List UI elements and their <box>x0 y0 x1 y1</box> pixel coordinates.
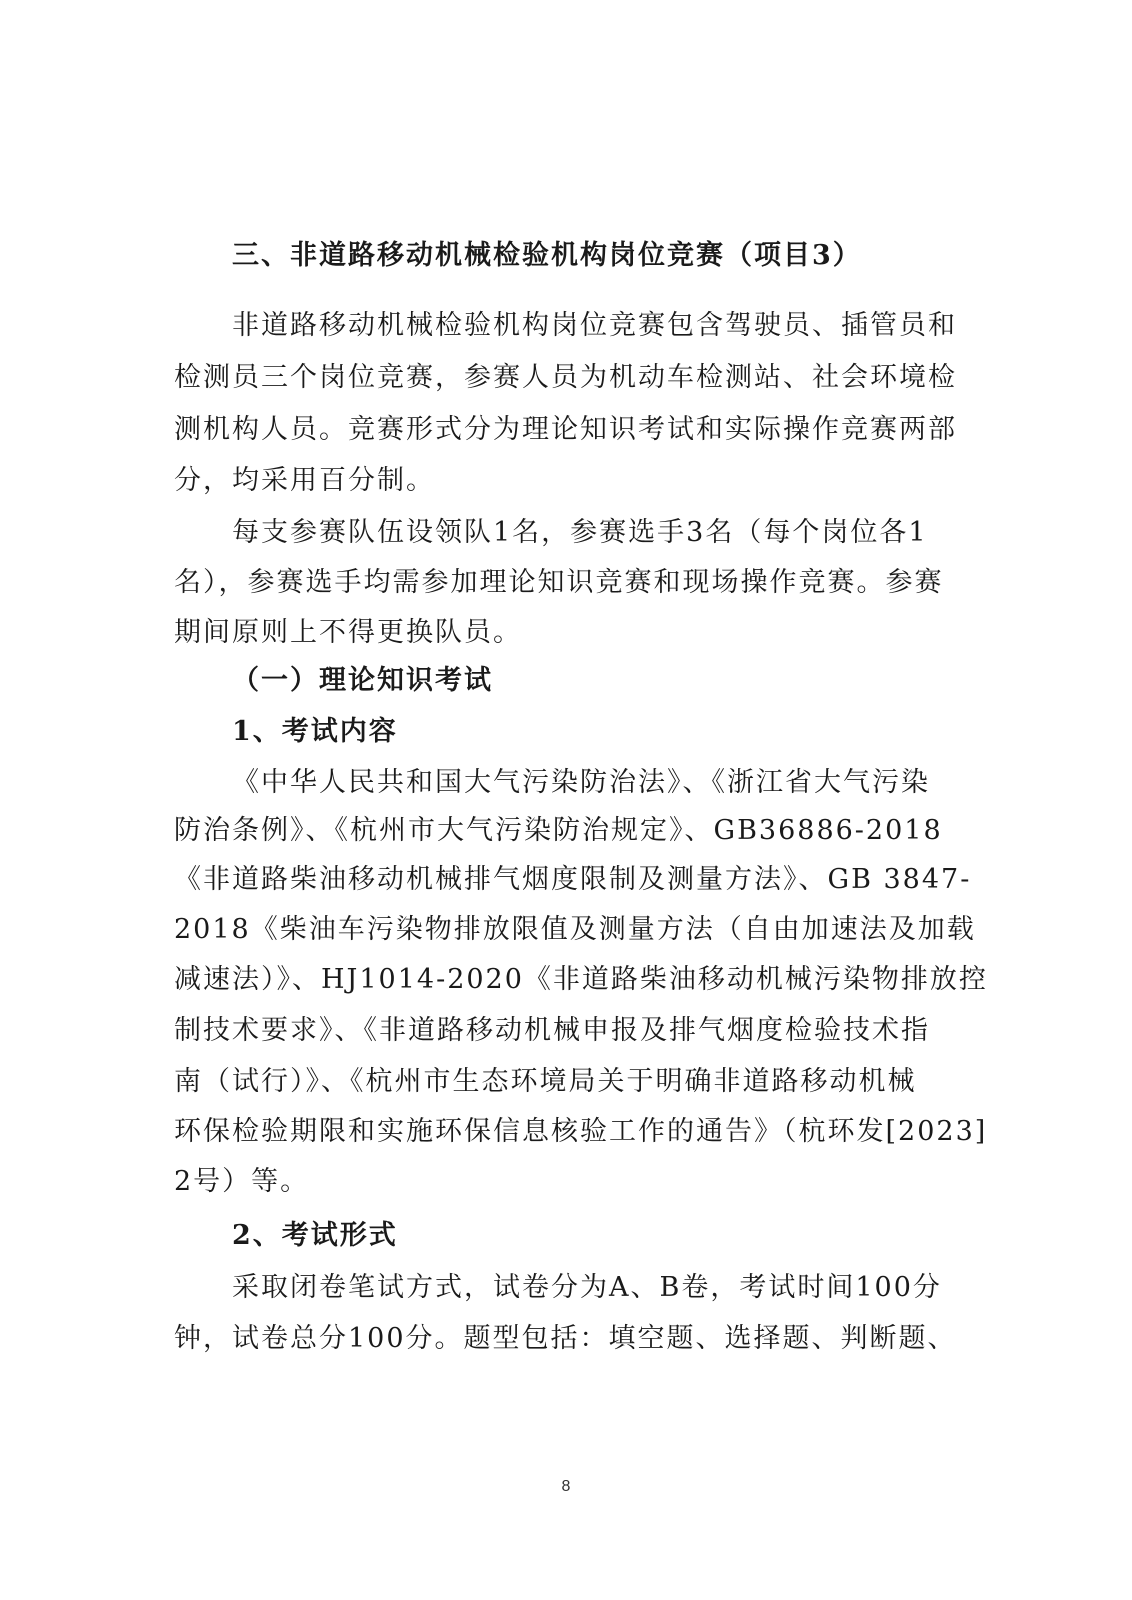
paragraph-3-line-1: 《中华人民共和国大气污染防治法》、《浙江省大气污染 <box>232 767 930 798</box>
paragraph-3-line-9: 2号）等。 <box>174 1166 310 1197</box>
heading-exam-format: 2、考试形式 <box>232 1220 398 1251</box>
paragraph-3-line-8: 环保检验期限和实施环保信息核验工作的通告》（杭环发[2023] <box>174 1116 988 1147</box>
paragraph-4-line-2: 钟，试卷总分100分。题型包括：填空题、选择题、判断题、 <box>174 1323 957 1354</box>
paragraph-3-line-4: 2018《柴油车污染物排放限值及测量方法（自由加速法及加载 <box>174 914 976 945</box>
section-title: 三、非道路移动机械检验机构岗位竞赛（项目3） <box>232 240 862 271</box>
heading-exam-content: 1、考试内容 <box>232 716 398 747</box>
paragraph-2-line-1: 每支参赛队伍设领队1名，参赛选手3名（每个岗位各1 <box>232 517 928 548</box>
paragraph-3-line-7: 南（试行）》、《杭州市生态环境局关于明确非道路移动机械 <box>174 1066 917 1097</box>
paragraph-3-line-6: 制技术要求》、《非道路移动机械申报及排气烟度检验技术指 <box>174 1015 930 1046</box>
paragraph-3-line-2: 防治条例》、《杭州市大气污染防治规定》、GB36886-2018 <box>174 815 943 846</box>
paragraph-4-line-1: 采取闭卷笔试方式，试卷分为A、B卷，考试时间100分 <box>232 1272 942 1303</box>
paragraph-3-line-3: 《非道路柴油移动机械排气烟度限制及测量方法》、GB 3847- <box>174 864 972 895</box>
subsection-title: （一）理论知识考试 <box>232 665 493 696</box>
page-number: 8 <box>561 1478 571 1495</box>
paragraph-1-line-3: 测机构人员。竞赛形式分为理论知识考试和实际操作竞赛两部 <box>174 414 957 445</box>
paragraph-3-line-5: 减速法）》、HJ1014-2020《非道路柴油移动机械污染物排放控 <box>174 964 988 995</box>
paragraph-1-line-1: 非道路移动机械检验机构岗位竞赛包含驾驶员、插管员和 <box>232 310 957 341</box>
paragraph-2-line-2: 名），参赛选手均需参加理论知识竞赛和现场操作竞赛。参赛 <box>174 567 944 598</box>
paragraph-1-line-4: 分，均采用百分制。 <box>174 465 435 496</box>
paragraph-2-line-3: 期间原则上不得更换队员。 <box>174 617 522 648</box>
paragraph-1-line-2: 检测员三个岗位竞赛，参赛人员为机动车检测站、社会环境检 <box>174 362 957 393</box>
